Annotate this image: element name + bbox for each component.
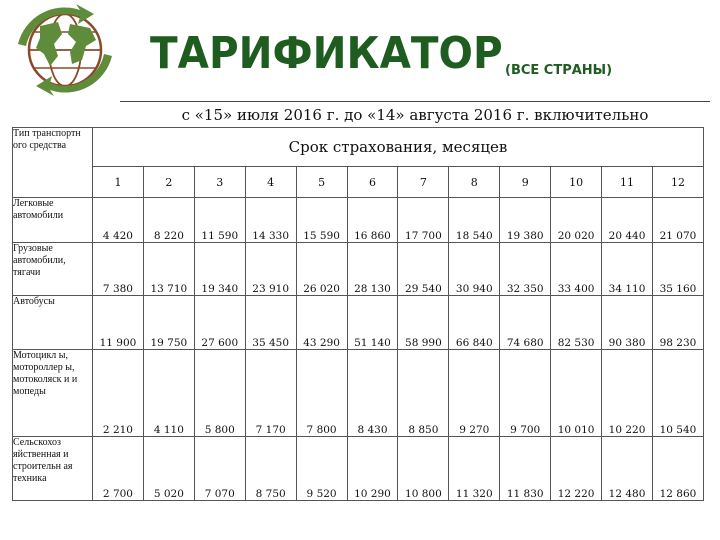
table-row — [13, 350, 704, 437]
price-cell: 74 680 — [500, 296, 551, 350]
price-cell: 35 450 — [245, 296, 296, 350]
price-cell: 9 270 — [449, 350, 500, 437]
vehicle-type-cell: Сельскохоз яйственная и строительн ая техника — [13, 437, 93, 501]
price-cell: 7 800 — [296, 350, 347, 437]
month-header: 1 — [93, 167, 144, 198]
price-cell: 21 070 — [652, 198, 703, 243]
price-cell: 98 230 — [652, 296, 703, 350]
table-row — [13, 198, 704, 243]
month-header: 2 — [143, 167, 194, 198]
price-cell: 34 110 — [602, 243, 653, 296]
price-cell: 2 700 — [93, 437, 144, 501]
month-header: 6 — [347, 167, 398, 198]
price-cell: 4 110 — [143, 350, 194, 437]
page-subtitle: (ВСЕ СТРАНЫ) — [505, 63, 613, 78]
price-cell: 29 540 — [398, 243, 449, 296]
price-cell: 32 350 — [500, 243, 551, 296]
price-cell: 10 010 — [551, 350, 602, 437]
vehicle-type-header: Тип транспортн ого средства — [13, 128, 93, 198]
price-cell: 20 440 — [602, 198, 653, 243]
price-cell: 7 070 — [194, 437, 245, 501]
month-header: 10 — [551, 167, 602, 198]
price-cell: 14 330 — [245, 198, 296, 243]
price-cell: 51 140 — [347, 296, 398, 350]
table-row — [13, 243, 704, 296]
price-cell: 11 830 — [500, 437, 551, 501]
vehicle-type-cell: Мотоцикл ы, мотороллер ы, мотоколяск и и мопеды — [13, 350, 93, 437]
price-cell: 8 750 — [245, 437, 296, 501]
month-header: 9 — [500, 167, 551, 198]
price-cell: 5 020 — [143, 437, 194, 501]
title-block — [150, 28, 533, 79]
price-cell: 7 170 — [245, 350, 296, 437]
globe-recycle-icon — [10, 4, 120, 96]
price-cell: 12 220 — [551, 437, 602, 501]
price-cell: 10 800 — [398, 437, 449, 501]
price-cell: 10 290 — [347, 437, 398, 501]
price-cell: 10 540 — [652, 350, 703, 437]
price-cell: 90 380 — [602, 296, 653, 350]
price-cell: 13 710 — [143, 243, 194, 296]
price-cell: 9 520 — [296, 437, 347, 501]
price-cell: 35 160 — [652, 243, 703, 296]
price-cell: 12 480 — [602, 437, 653, 501]
price-cell: 2 210 — [93, 350, 144, 437]
tariff-body — [13, 198, 704, 501]
table-row — [13, 437, 704, 501]
price-cell: 30 940 — [449, 243, 500, 296]
month-header: 4 — [245, 167, 296, 198]
tariff-table — [12, 127, 704, 501]
header-divider — [120, 101, 710, 102]
price-cell: 11 320 — [449, 437, 500, 501]
price-cell: 12 860 — [652, 437, 703, 501]
price-cell: 82 530 — [551, 296, 602, 350]
price-cell: 7 380 — [93, 243, 144, 296]
price-cell: 16 860 — [347, 198, 398, 243]
month-header: 5 — [296, 167, 347, 198]
price-cell: 27 600 — [194, 296, 245, 350]
price-cell: 58 990 — [398, 296, 449, 350]
month-header: 11 — [602, 167, 653, 198]
price-cell: 9 700 — [500, 350, 551, 437]
price-cell: 8 430 — [347, 350, 398, 437]
price-cell: 4 420 — [93, 198, 144, 243]
months-row — [13, 167, 704, 198]
price-cell: 8 220 — [143, 198, 194, 243]
price-cell: 19 340 — [194, 243, 245, 296]
price-cell: 33 400 — [551, 243, 602, 296]
month-header: 7 — [398, 167, 449, 198]
price-cell: 20 020 — [551, 198, 602, 243]
month-header: 3 — [194, 167, 245, 198]
price-cell: 8 850 — [398, 350, 449, 437]
price-cell: 19 750 — [143, 296, 194, 350]
price-cell: 15 590 — [296, 198, 347, 243]
price-cell: 66 840 — [449, 296, 500, 350]
price-cell: 23 910 — [245, 243, 296, 296]
price-cell: 5 800 — [194, 350, 245, 437]
price-cell: 11 590 — [194, 198, 245, 243]
period-caption: с «15» июля 2016 г. до «14» августа 2016 г. включительно — [181, 106, 649, 124]
month-header: 12 — [652, 167, 703, 198]
page-title: ТАРИФИКАТОР — [150, 28, 503, 79]
price-cell: 11 900 — [93, 296, 144, 350]
vehicle-type-cell: Грузовые автомобили, тягачи — [13, 243, 93, 296]
term-header: Срок страхования, месяцев — [93, 128, 704, 167]
month-header: 8 — [449, 167, 500, 198]
price-cell: 26 020 — [296, 243, 347, 296]
price-cell: 17 700 — [398, 198, 449, 243]
vehicle-type-cell: Легковые автомобили — [13, 198, 93, 243]
price-cell: 43 290 — [296, 296, 347, 350]
vehicle-type-cell: Автобусы — [13, 296, 93, 350]
price-cell: 10 220 — [602, 350, 653, 437]
price-cell: 28 130 — [347, 243, 398, 296]
price-cell: 18 540 — [449, 198, 500, 243]
table-row — [13, 296, 704, 350]
price-cell: 19 380 — [500, 198, 551, 243]
